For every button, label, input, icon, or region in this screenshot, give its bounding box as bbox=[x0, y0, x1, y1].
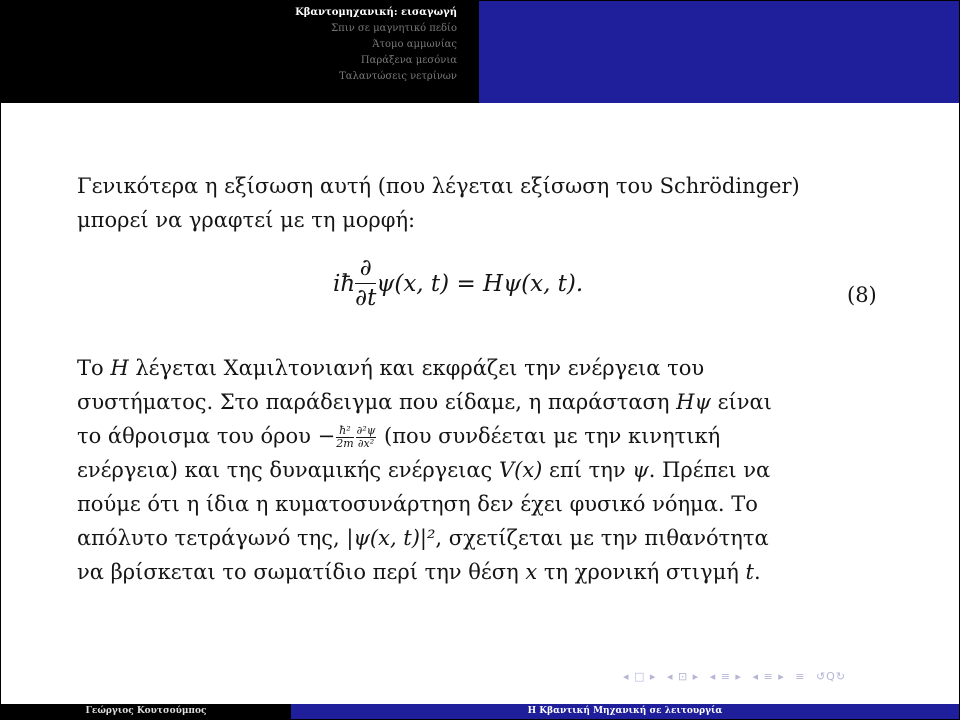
eq-rest: ψ(x, t) = Hψ(x, t). bbox=[376, 270, 584, 297]
para2-line-5: πούμε ότι η ίδια η κυματοσυνάρτηση δεν έχει φυσικό νόημα. Το bbox=[77, 492, 758, 516]
slide-footer bbox=[1, 704, 959, 719]
eq-partial-fraction bbox=[355, 257, 376, 310]
footer-author: Γεώργιος Κουτσούμπος bbox=[1, 704, 291, 719]
beamer-navigation-symbols bbox=[623, 670, 852, 686]
para2-line-3: το άθροισμα του όρου − $\frac{\text{ħ²}}{2m}$ $\frac{\text{∂²ψ}}{\text{∂x²}}$ (που συνδέεται με την κινητική bbox=[77, 424, 721, 450]
nav-section-title[interactable]: Κβαντομηχανική: εισαγωγή bbox=[295, 7, 457, 18]
para2-line-4: ενέργεια) και της δυναμικής ενέργειας V(x) επί την ψ. Πρέπει να bbox=[77, 458, 771, 482]
nav-subsection-mesons[interactable]: Παράξενα μεσόνια bbox=[360, 55, 457, 66]
second-derivative-fraction: $\frac{\text{∂²ψ}}{\text{∂x²}}$ bbox=[356, 424, 376, 450]
section-navigation bbox=[1, 1, 479, 103]
nav-subsection-spin[interactable]: Σπιν σε μαγνητικό πεδίο bbox=[331, 23, 457, 34]
footer-title: Η Κβαντική Μηχανική σε λειτουργία bbox=[291, 704, 959, 719]
slide-header bbox=[1, 1, 959, 103]
section-nav-icon[interactable]: ◂ ≡ ▸ bbox=[709, 670, 742, 683]
document-nav-icon[interactable]: ◂ ≡ ▸ bbox=[752, 670, 785, 683]
nav-subsection-neutrinos[interactable]: Ταλαντώσεις νετρίνων bbox=[339, 71, 457, 82]
equation-number: (8) bbox=[847, 283, 877, 307]
para2-line-6: απόλυτο τετράγωνό της, |ψ(x, t)|², σχετίζεται με την πιθανότητα bbox=[77, 526, 769, 550]
schrodinger-equation bbox=[333, 257, 583, 333]
appendix-nav-icon[interactable]: ≡ bbox=[795, 670, 806, 683]
eq-partial-den: ∂t bbox=[355, 285, 377, 311]
eq-partial-num: ∂ bbox=[355, 257, 376, 284]
para2-line-7: να βρίσκεται το σωματίδιο περί την θέση x τη χρονική στιγμή t. bbox=[77, 560, 761, 584]
subsection-nav-icon[interactable]: ◂ ⊡ ▸ bbox=[666, 670, 700, 683]
hbar-fraction: $\frac{\text{ħ²}}{2m}$ bbox=[336, 424, 354, 450]
intro-paragraph bbox=[77, 169, 800, 237]
para2-line-2: συστήματος. Στο παράδειγμα που είδαμε, η παράσταση Hψ είναι bbox=[77, 390, 772, 414]
search-back-forward-icon[interactable]: ↺Q↻ bbox=[815, 670, 847, 683]
intro-line-2: μπορεί να γραφτεί με τη μορφή: bbox=[77, 208, 416, 232]
para2-line-1: Το H λέγεται Χαμιλτονιανή και εκφράζει την ενέργεια του bbox=[77, 356, 705, 380]
header-bar-right bbox=[479, 1, 959, 103]
intro-line-1: Γενικότερα η εξίσωση αυτή (που λέγεται εξίσωση του Schrödinger) bbox=[77, 174, 800, 198]
frame-nav-icon[interactable]: ◂ □ ▸ bbox=[623, 670, 657, 683]
nav-subsection-ammonia[interactable]: Άτομο αμμωνίας bbox=[372, 39, 457, 50]
eq-ihbar: iħ bbox=[333, 270, 356, 297]
hamiltonian-paragraph bbox=[77, 351, 772, 589]
